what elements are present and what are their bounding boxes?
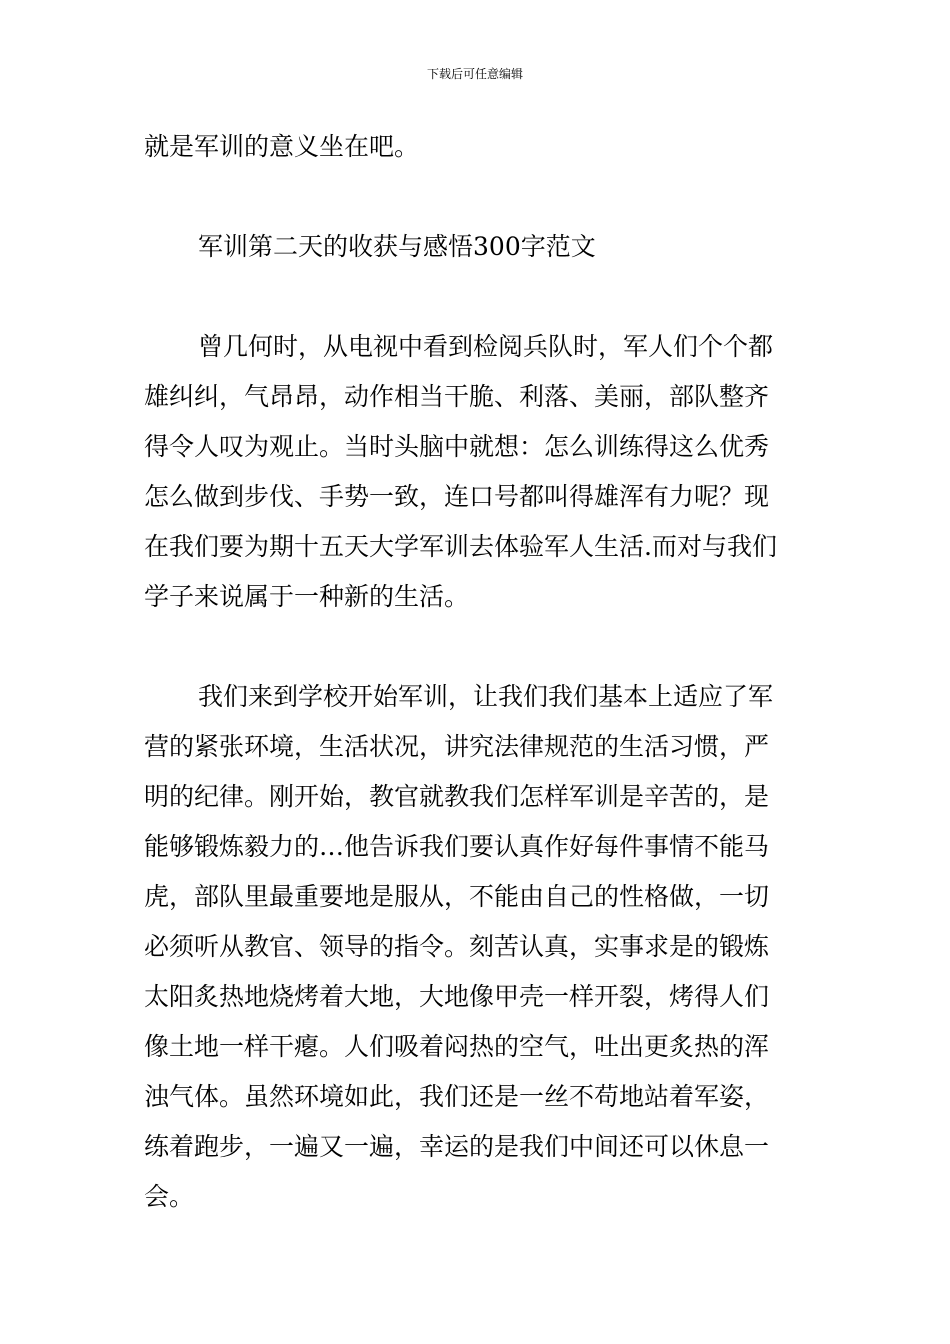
- text-line: 曾几何时，从电视中看到检阅兵队时，军人们个个都: [198, 332, 774, 361]
- text-line: 在我们要为期十五天大学军训去体验军人生活.而对与我们: [144, 532, 777, 561]
- paragraph-gap: [144, 272, 810, 322]
- text-line: 明的纪律。刚开始，教官就教我们怎样军训是辛苦的，是: [144, 782, 770, 811]
- text-line: 会。: [144, 1182, 195, 1211]
- text-line: 太阳炙热地烧烤着大地，大地像甲壳一样开裂，烤得人们: [144, 982, 770, 1011]
- text-line: 雄纠纠，气昂昂，动作相当干脆、利落、美丽，部队整齐: [144, 382, 770, 411]
- text-line: 像土地一样干瘪。人们吸着闷热的空气，吐出更炙热的浑: [144, 1032, 770, 1061]
- page-header: 下载后可任意编辑: [426, 67, 523, 81]
- document-body: [144, 122, 810, 1222]
- text-line: 得令人叹为观止。当时头脑中就想：怎么训练得这么优秀: [144, 432, 770, 461]
- text-line: 我们来到学校开始军训，让我们我们基本上适应了军: [198, 682, 774, 711]
- section-heading: 军训第二天的收获与感悟300字范文: [198, 232, 596, 261]
- text-line: 怎么做到步伐、手势一致，连口号都叫得雄浑有力呢？现: [144, 482, 770, 511]
- text-line: 浊气体。虽然环境如此，我们还是一丝不苟地站着军姿，: [144, 1082, 770, 1111]
- text-line: 学子来说属于一种新的生活。: [144, 582, 470, 611]
- text-line: 练着跑步，一遍又一遍，幸运的是我们中间还可以休息一: [144, 1132, 770, 1161]
- text-line: 能够锻炼毅力的…他告诉我们要认真作好每件事情不能马: [144, 832, 770, 861]
- text-line: 必须听从教官、领导的指令。刻苦认真，实事求是的锻炼: [144, 932, 770, 961]
- text-line: 就是军训的意义坐在吧。: [144, 132, 420, 161]
- text-line: 虎，部队里最重要地是服从，不能由自己的性格做，一切: [144, 882, 770, 911]
- paragraph-gap: [144, 622, 810, 672]
- paragraph-gap: [144, 172, 810, 222]
- text-line: 营的紧张环境，生活状况，讲究法律规范的生活习惯，严: [144, 732, 770, 761]
